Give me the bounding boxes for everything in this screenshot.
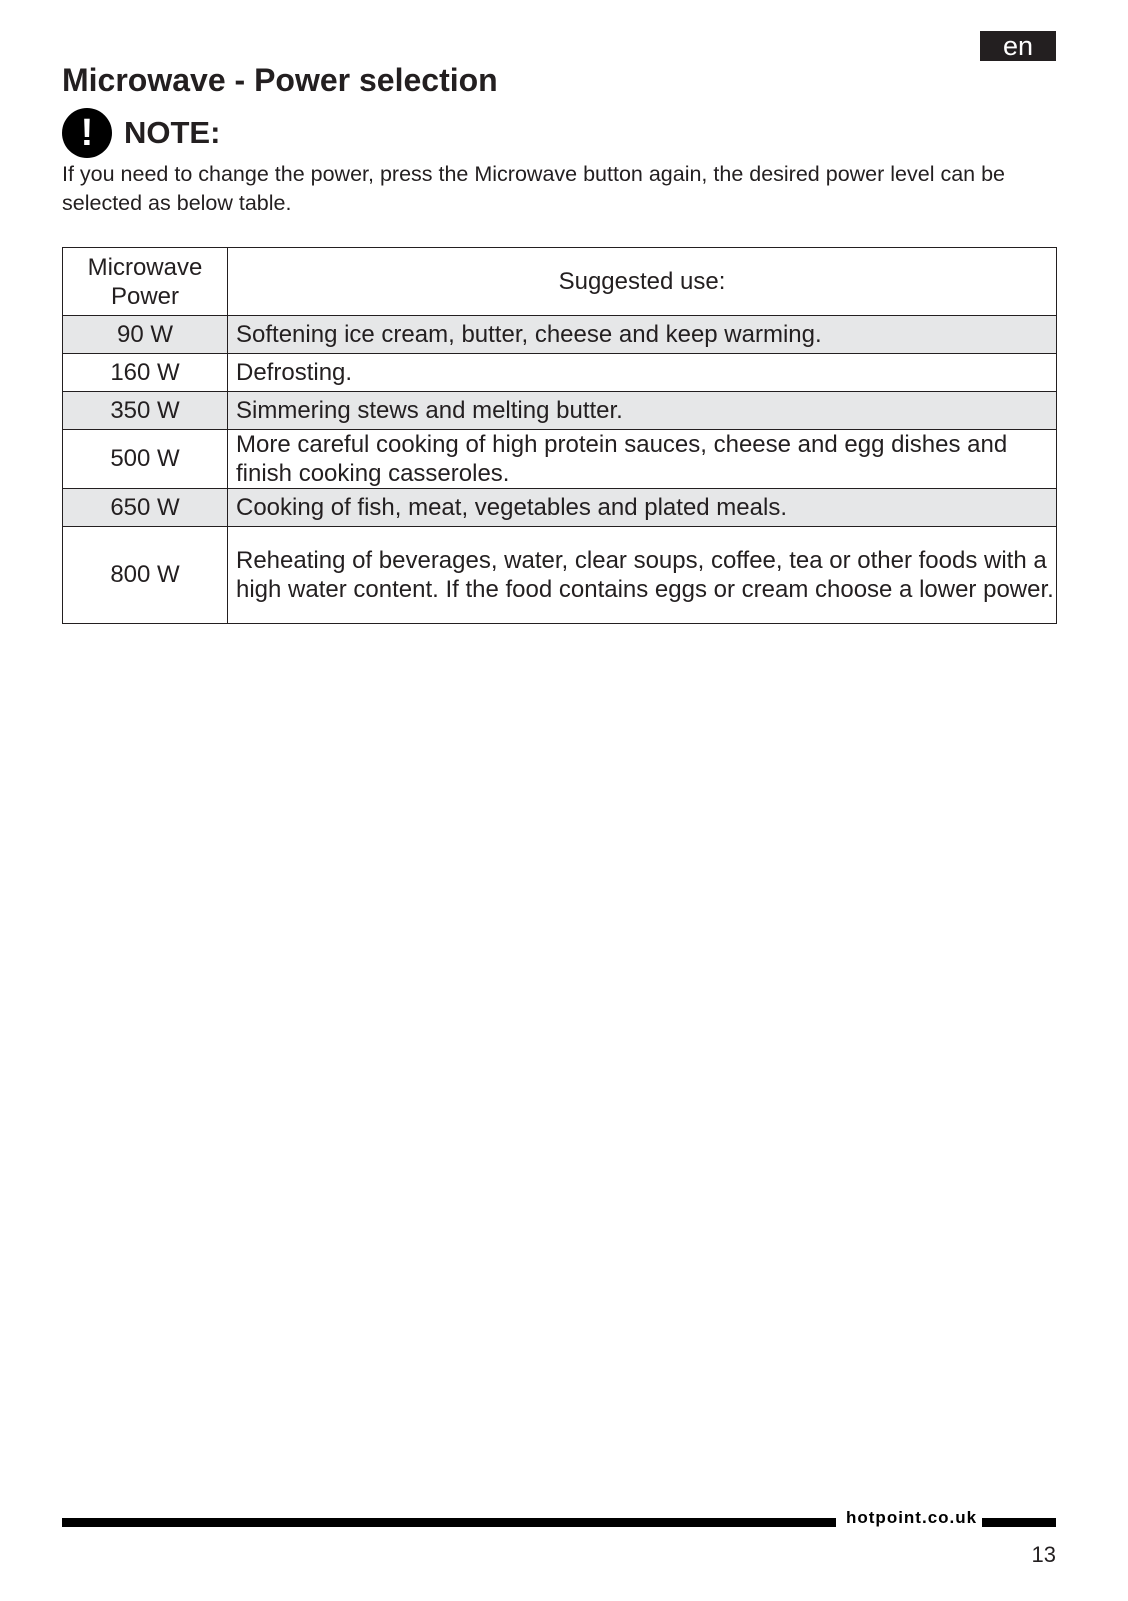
use-cell: Softening ice cream, butter, cheese and keep warming. bbox=[228, 316, 1057, 354]
footer-bar-right bbox=[982, 1518, 1056, 1527]
power-column-header bbox=[63, 248, 228, 316]
note-label: NOTE: bbox=[124, 115, 221, 150]
exclamation-icon: ! bbox=[62, 108, 112, 158]
power-cell: 160 W bbox=[63, 354, 228, 392]
table-header-row bbox=[63, 248, 1057, 316]
power-header-text: Microwave Power bbox=[87, 253, 203, 310]
use-cell: More careful cooking of high protein sauces, cheese and egg dishes and finish cooking casseroles. bbox=[228, 430, 1057, 489]
use-cell: Simmering stews and melting butter. bbox=[228, 392, 1057, 430]
use-cell: Reheating of beverages, water, clear soups, coffee, tea or other foods with a high water content. If the food contains eggs or cream choose a lower power. bbox=[228, 527, 1057, 624]
note-heading bbox=[62, 108, 220, 158]
power-cell: 800 W bbox=[63, 527, 228, 624]
power-cell: 650 W bbox=[63, 489, 228, 527]
power-cell: 90 W bbox=[63, 316, 228, 354]
use-cell: Defrosting. bbox=[228, 354, 1057, 392]
footer-bar-left bbox=[62, 1518, 836, 1527]
table-row bbox=[63, 527, 1057, 624]
power-table bbox=[62, 247, 1057, 624]
table-row bbox=[63, 354, 1057, 392]
table-row bbox=[63, 430, 1057, 489]
note-text: If you need to change the power, press the Microwave button again, the desired power level can be selected as below table. bbox=[62, 162, 1006, 215]
table-row bbox=[63, 316, 1057, 354]
language-badge: en bbox=[980, 31, 1056, 61]
power-cell: 350 W bbox=[63, 392, 228, 430]
footer-website: hotpoint.co.uk bbox=[846, 1508, 978, 1527]
page-number: 13 bbox=[1031, 1542, 1056, 1567]
table-row bbox=[63, 489, 1057, 527]
use-column-header: Suggested use: bbox=[228, 248, 1057, 316]
use-cell: Cooking of fish, meat, vegetables and plated meals. bbox=[228, 489, 1057, 527]
page-title: Microwave - Power selection bbox=[62, 62, 498, 98]
power-cell: 500 W bbox=[63, 430, 228, 489]
table-row bbox=[63, 392, 1057, 430]
